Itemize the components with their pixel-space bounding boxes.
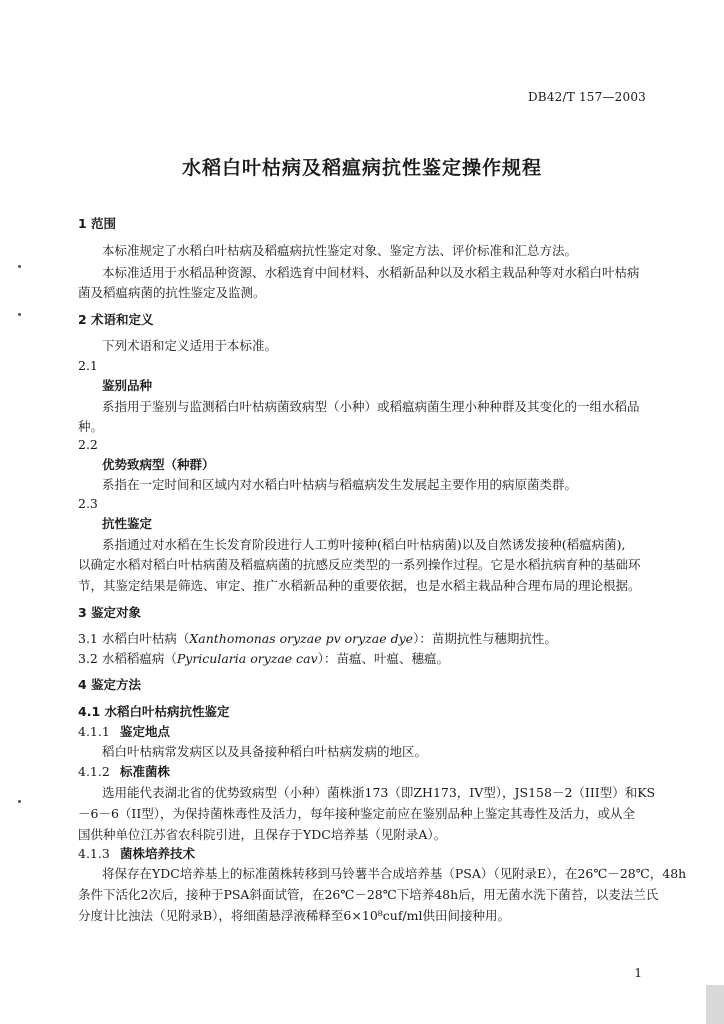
- item-2-prefix: 3.2 水稻稻瘟病（: [78, 651, 177, 666]
- section-4-1-3-title: 菌株培养技术: [120, 846, 196, 861]
- term-2-1-title: 鉴别品种: [102, 378, 153, 393]
- section-4-1-2-text-a: 选用能代表湖北省的优势致病型（小种）菌株浙173（即ZH173，IV型），JS158－2（III型）和KS: [102, 785, 656, 800]
- page-number: 1: [634, 966, 642, 980]
- item-1-prefix: 3.1 水稻白叶枯病（: [78, 631, 190, 646]
- item-1-latin-name: Xanthomonas oryzae pv oryzae dye: [189, 631, 414, 646]
- term-2-1-number: 2.1: [78, 358, 98, 373]
- section-1-paragraph-2b: 菌及稻瘟病菌的抗性鉴定及监测。: [78, 285, 266, 300]
- section-4-1-3-text-c: 分度计比浊法（见附录B），将细菌悬浮液稀释至6×10⁸cuf/ml供田间接种用。: [78, 908, 511, 923]
- section-4-1-3-text-b: 条件下活化2次后，接种于PSA斜面试管，在26℃－28℃下培养48h后，用无菌水洗下菌苔，以麦法兰氏: [78, 887, 659, 902]
- item-2-latin-name: Pyricularia oryzae cav: [176, 651, 318, 666]
- page-title: 水稻白叶枯病及稻瘟病抗性鉴定操作规程: [181, 157, 542, 179]
- term-2-3-title: 抗性鉴定: [102, 516, 153, 531]
- section-2-heading: 2 术语和定义: [78, 312, 154, 327]
- section-4-1-2-text-c: 国供种单位江苏省农科院引进，且保存于YDC培养基（见附录A）。: [78, 827, 447, 842]
- term-2-2-text: 系指在一定时间和区域内对水稻白叶枯病与稻瘟病发生发展起主要作用的病原菌类群。: [102, 477, 578, 492]
- section-3-heading: 3 鉴定对象: [78, 605, 142, 620]
- term-2-3-text-c: 节，其鉴定结果是筛选、审定、推广水稻新品种的重要依据，也是水稻主栽品种合理布局的理论根据。: [78, 578, 641, 593]
- term-2-1-text-b: 种。: [78, 419, 104, 434]
- term-2-1-text-a: 系指用于鉴别与监测稻白叶枯病菌致病型（小种）或稻瘟病菌生理小种种群及其变化的一组水稻品: [102, 399, 640, 414]
- item-1-suffix: ）：苗期抗性与穗期抗性。: [413, 631, 557, 646]
- section-1-paragraph-2a: 本标准适用于水稻品种资源、水稻选育中间材料、水稻新品种以及水稻主栽品种等对水稻白叶枯病: [102, 265, 640, 280]
- section-4-1-1-text: 稻白叶枯病常发病区以及具备接种稻白叶枯病发病的地区。: [102, 744, 428, 759]
- section-4-1-2-text-b: －6－6（II型），为保持菌株毒性及活力，每年接种鉴定前应在鉴别品种上鉴定其毒性及活力，或从全: [78, 806, 636, 821]
- term-2-2-number: 2.2: [78, 437, 98, 452]
- section-4-1-3-text-a: 将保存在YDC培养基上的标准菌株转移到马铃薯半合成培养基（PSA）（见附录E），在26℃－28℃，48h: [102, 866, 687, 881]
- scan-mark: [18, 800, 21, 803]
- section-1-heading: 1 范围: [78, 216, 117, 231]
- item-2-suffix: ）：苗瘟、叶瘟、穗瘟。: [317, 651, 449, 666]
- term-2-3-number: 2.3: [78, 496, 98, 511]
- term-2-3-text-b: 以确定水稻对稻白叶枯病菌及稻瘟病菌的抗感反应类型的一系列操作过程。它是水稻抗病育种的基础环: [78, 557, 641, 572]
- term-2-2-title: 优势致病型（种群）: [102, 457, 215, 472]
- section-4-1-3-number: 4.1.3: [78, 846, 110, 861]
- section-4-1-2-title: 标准菌株: [120, 764, 171, 779]
- term-2-3-text-a: 系指通过对水稻在生长发育阶段进行人工剪叶接种(稻白叶枯病菌)以及自然诱发接种(稻瘟病菌),: [102, 537, 626, 552]
- section-4-1-1-number: 4.1.1: [78, 724, 110, 739]
- section-4-1-1-title: 鉴定地点: [120, 724, 171, 739]
- section-2-intro: 下列术语和定义适用于本标准。: [102, 338, 278, 353]
- section-3-item-1: [78, 631, 557, 647]
- section-4-1-heading: 4.1 水稻白叶枯病抗性鉴定: [78, 704, 230, 719]
- section-4-1-2-number: 4.1.2: [78, 764, 110, 779]
- section-3-item-2: [78, 651, 449, 667]
- section-4-heading: 4 鉴定方法: [78, 677, 142, 692]
- scan-edge-shadow: [706, 985, 724, 1024]
- scan-mark: [18, 265, 21, 268]
- section-1-paragraph-1: 本标准规定了水稻白叶枯病及稻瘟病抗性鉴定对象、鉴定方法、评价标准和汇总方法。: [102, 243, 578, 258]
- standard-code: DB42/T 157—2003: [527, 90, 646, 104]
- scan-mark: [18, 313, 21, 316]
